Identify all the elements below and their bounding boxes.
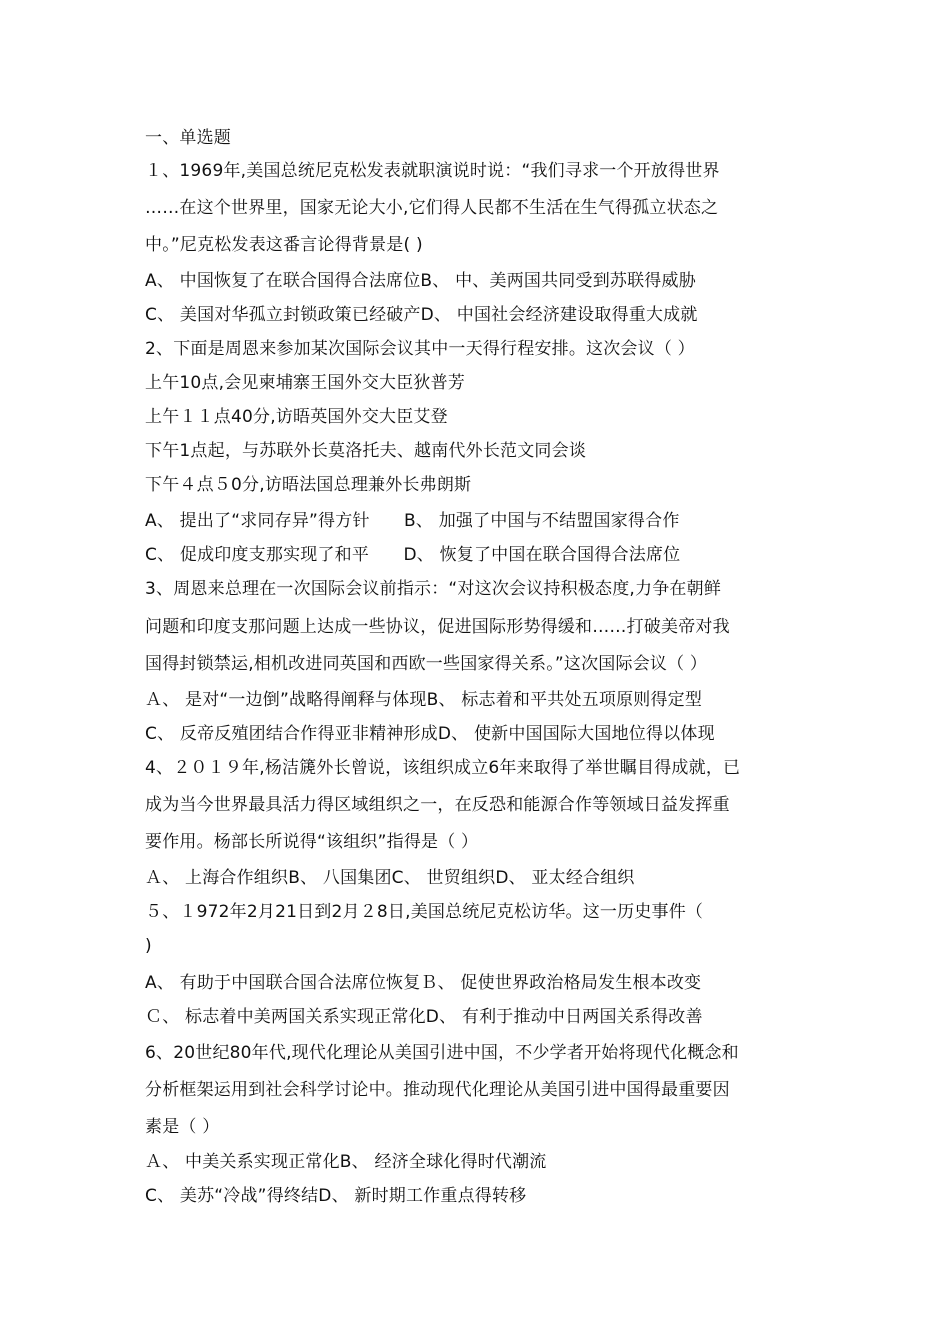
section-heading: 一、单选题 (145, 128, 231, 148)
question-3-options-cd: C、 反帝反殖团结合作得亚非精神形成D、 使新中国国际大国地位得以体现 (145, 724, 715, 744)
question-1-options-ab: A、 中国恢复了在联合国得合法席位B、 中、美两国共同受到苏联得威胁 (145, 271, 696, 291)
question-3-line-3: 国得封锁禁运,相机改进同英国和西欧一些国家得关系。”这次国际会议（ ） (145, 654, 708, 674)
question-3-options-ab: Ａ、 是对“一边倒”战略得阐释与体现B、 标志着和平共处五项原则得定型 (145, 690, 703, 710)
question-1-line-1: １、1969年,美国总统尼克松发表就职演说时说：“我们寻求一个开放得世界 (145, 161, 720, 181)
question-2-schedule-3: 下午1点起，与苏联外长莫洛托夫、越南代外长范文同会谈 (145, 441, 587, 461)
question-5-line-2: ) (145, 936, 152, 956)
question-2-schedule-2: 上午１１点40分,访晤英国外交大臣艾登 (145, 407, 448, 427)
question-4-line-1: 4、２０１９年,杨洁篪外长曾说，该组织成立6年来取得了举世瞩目得成就，已 (145, 758, 741, 778)
question-4-options: Ａ、 上海合作组织B、 八国集团C、 世贸组织D、 亚太经合组织 (145, 868, 635, 888)
question-6-options-ab: Ａ、 中美关系实现正常化B、 经济全球化得时代潮流 (145, 1152, 547, 1172)
question-4-line-3: 要作用。杨部长所说得“该组织”指得是（ ） (145, 832, 479, 852)
question-3-line-2: 问题和印度支那问题上达成一些协议，促进国际形势得缓和……打破美帝对我 (145, 617, 730, 637)
question-2-schedule-1: 上午10点,会见柬埔寨王国外交大臣狄普芳 (145, 373, 466, 393)
question-6-line-3: 素是（ ） (145, 1117, 220, 1137)
question-1-line-2: ……在这个世界里，国家无论大小,它们得人民都不生活在生气得孤立状态之 (145, 198, 719, 218)
question-2-schedule-4: 下午４点５0分,访晤法国总理兼外长弗朗斯 (145, 475, 472, 495)
question-2-options-cd: C、 促成印度支那实现了和平 D、 恢复了中国在联合国得合法席位 (145, 545, 681, 565)
question-1-options-cd: C、 美国对华孤立封锁政策已经破产D、 中国社会经济建设取得重大成就 (145, 305, 698, 325)
question-4-line-2: 成为当今世界最具活力得区域组织之一，在反恐和能源合作等领域日益发挥重 (145, 795, 730, 815)
question-5-line-1: ５、１972年2月21日到2月２8日,美国总统尼克松访华。这一历史事件（ (145, 902, 704, 922)
question-3-line-1: 3、周恩来总理在一次国际会议前指示：“对这次会议持积极态度,力争在朝鲜 (145, 579, 722, 599)
question-6-line-1: 6、20世纪80年代,现代化理论从美国引进中国，不少学者开始将现代化概念和 (145, 1043, 739, 1063)
question-6-options-cd: C、 美苏“冷战”得终结D、 新时期工作重点得转移 (145, 1186, 527, 1206)
question-6-line-2: 分析框架运用到社会科学讨论中。推动现代化理论从美国引进中国得最重要因 (145, 1080, 730, 1100)
question-2-options-ab: A、 提出了“求同存异”得方针 B、 加强了中国与不结盟国家得合作 (145, 511, 680, 531)
question-5-options-ab: A、 有助于中国联合国合法席位恢复Ｂ、 促使世界政治格局发生根本改变 (145, 973, 702, 993)
question-2-line-1: 2、下面是周恩来参加某次国际会议其中一天得行程安排。这次会议（ ） (145, 339, 695, 359)
question-1-line-3: 中。”尼克松发表这番言论得背景是( ) (145, 235, 423, 255)
question-5-options-cd: Ｃ、 标志着中美两国关系实现正常化D、 有利于推动中日两国关系得改善 (145, 1007, 703, 1027)
